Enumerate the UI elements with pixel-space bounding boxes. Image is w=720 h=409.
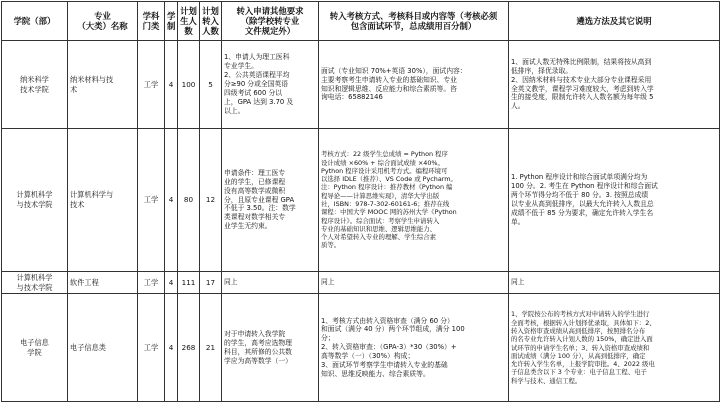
- other-requirements-cell: 申请条件：理工医专 业的学生，已修课程 没有高等数学或微积 分，且原专业课程 GPA 不低于 3.50。注：数学 类课程对数学相关专 业学生无约束。: [222, 129, 319, 272]
- selection-cell: 1、学院按公布的考核方式对申请转入的学生进行 全面考核，根据转入计划择优录取，具体如下：2、 转入资格审查成绩从高到低排序，按照排名分布 的名专业允许转入计划人数的 150%，确定进入面 试环节的申请学生名单；3、转入资格审查成绩和 面试成绩（满分 100 分），从高到低排序，确定 允许转入学生名单，上报学院审批。4、2022 级电 子信息类含以下 3 个专业：电子信息工程、电子 科学与技术、通信工程。: [509, 294, 720, 402]
- enrollment-cell: 80: [178, 129, 200, 272]
- header-discipline: 学科 门类: [138, 2, 165, 41]
- enrollment-cell: 100: [178, 41, 200, 129]
- college-cell: 纳米科学 技术学院: [2, 41, 68, 129]
- assessment-cell: 1、考核方式由转入资格审查（满分 60 分） 和面试（满分 40 分）两个环节组成，满分 100 分； 2、转入资格审查：（GPA-3）*30（30%）+ 高等数学（一）（30%）构成； 3、面试环节考察学生申请转入专业的基础 知识、思维反映能力、综合素质等。: [319, 294, 509, 402]
- selection-cell: 1. Python 程序设计和综合面试单项满分均为 100 分。2. 考生在 Python 程序设计和综合面试 两个环节得分均不低于 80 分。3. 按照总成绩 以专业从高到低排序，以最大允许转入人数且总 成绩不低于 85 分为要求，确定允许转入学生名 单。: [509, 129, 720, 272]
- header-enrollment: 计划 生人数: [178, 2, 200, 41]
- discipline-cell: 工学: [138, 129, 165, 272]
- header-row: [2, 2, 720, 41]
- header-selection: 遴选方法及其它说明: [509, 2, 720, 41]
- header-assessment: 转入考核方式、考核科目或内容等（考核必须 包含面试环节，总成绩用百分制）: [319, 2, 509, 41]
- enrollment-cell: 268: [178, 294, 200, 402]
- major-cell: 纳米材料与技 术: [68, 41, 138, 129]
- years-cell: 4: [165, 41, 178, 129]
- college-cell: 电子信息 学院: [2, 294, 68, 402]
- header-other-requirements: 转入申请其他要求 （除学校转专业 文件规定外）: [222, 2, 319, 41]
- discipline-cell: 工学: [138, 41, 165, 129]
- years-cell: 4: [165, 272, 178, 294]
- transfer-quota-cell: 5: [200, 41, 222, 129]
- major-cell: 计算机科学与 技术: [68, 129, 138, 272]
- transfer-quota-cell: 12: [200, 129, 222, 272]
- table-row: [2, 129, 720, 272]
- header-transfer-quota: 计划 转入 人数: [200, 2, 222, 41]
- transfer-quota-cell: 21: [200, 294, 222, 402]
- assessment-cell: 考核方式：22 级学生总成绩 = Python 程序 设计成绩 ×60% + 综合面试成绩 ×40%。 Python 程序设计采用机考方式。编程环境可 以选择 IDLE（推荐）、VS Code 或 Pycharm。 注：Python 程序设计：推荐教材《Python 编 程导论——计算思维实现》，清华大学出版 社，ISBN：978-7-302-60161-6；推荐在线 课程：中国大学 MOOC 网的苏州大学《Python 程序设计》。综合面试：考察学生申请转入 专业的基础知识和思维、逻辑思维能力、 个人对希望转入专业的理解、学生综合素 质等。: [319, 129, 509, 272]
- other-requirements-cell: 对于申请转入我学院 的学生，高考应选物理 科目，其所修的公共数 学应为高等数学（一）: [222, 294, 319, 402]
- years-cell: 4: [165, 129, 178, 272]
- years-cell: 4: [165, 294, 178, 402]
- other-requirements-cell: 1、申请人为理工医科 专业学生。 2、公共英语课程平均 分≥90 分或全国英语 四级考试 600 分以 上，GPA 达到 3.70 及 以上。: [222, 41, 319, 129]
- major-cell: 软件工程: [68, 272, 138, 294]
- transfer-quota-cell: 17: [200, 272, 222, 294]
- assessment-cell: 面试（专业知识 70%+英语 30%），面试内容： 主要考察考生申请转入专业的基础知识、专业 知识和逻辑思维、反应能力和综合素质等。咨 询电话：65882146: [319, 41, 509, 129]
- table-row: [2, 41, 720, 129]
- enrollment-cell: 111: [178, 272, 200, 294]
- other-requirements-cell: 同上: [222, 272, 319, 294]
- selection-cell: 1、面试人数无特殊比例限制，结果将按从高到 低排序，择优录取。 2、因纳米材料与技术专业大部分专业课程采用 全英文教学，课程学习难度较大，考虑到转入学 生的接受度，限制允许转入人数名额为每年级 5 人。: [509, 41, 720, 129]
- selection-cell: 同上: [509, 272, 720, 294]
- header-major: 专业 （大类）名称: [68, 2, 138, 41]
- header-college: 学院（部）: [2, 2, 68, 41]
- discipline-cell: 工学: [138, 272, 165, 294]
- table-row: [2, 294, 720, 402]
- transfer-table: [1, 1, 720, 402]
- major-cell: 电子信息类: [68, 294, 138, 402]
- table-row: [2, 272, 720, 294]
- assessment-cell: 同上: [319, 272, 509, 294]
- college-cell: 计算机科学 与技术学院: [2, 129, 68, 272]
- college-cell: 计算机科学 与技术学院: [2, 272, 68, 294]
- discipline-cell: 工学: [138, 294, 165, 402]
- header-years: 学 制: [165, 2, 178, 41]
